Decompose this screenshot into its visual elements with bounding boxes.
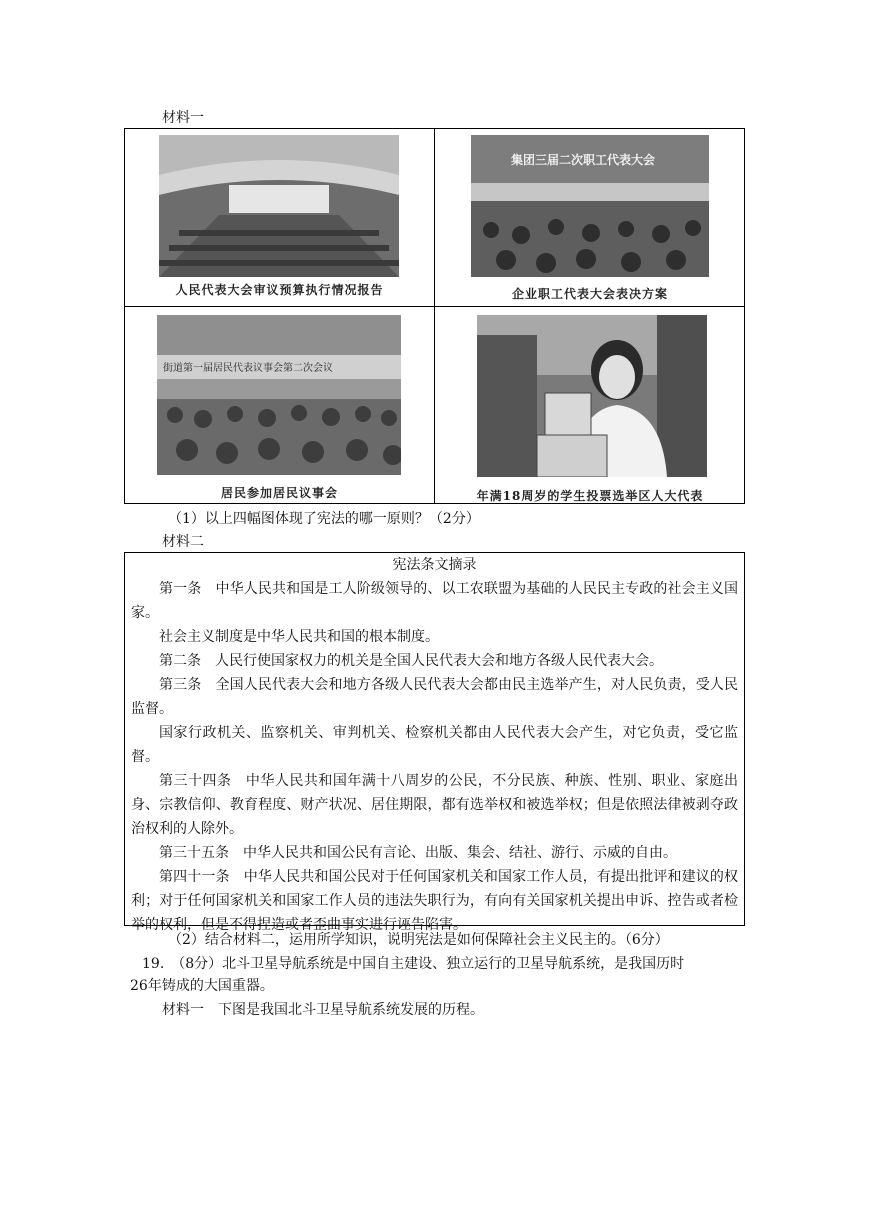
article-41: 第四十一条 中华人民共和国公民对于任何国家机关和国家工作人员，有提出批评和建议的权利；对于任何国家机关和国家工作人员的违法失职行为，有向有关国家机关提出申诉、控告或者检举的权利，但是不得捏造或者歪曲事实进行诬告陷害。 xyxy=(131,869,738,933)
question-1: （1）以上四幅图体现了宪法的哪一原则？（2分） xyxy=(168,511,480,527)
photo-caption-1: 人民代表大会审议预算执行情况报告 xyxy=(175,283,384,297)
article-34: 第三十四条 中华人民共和国年满十八周岁的公民，不分民族、种族、性别、职业、家庭出身、宗教信仰、教育程度、财产状况、居住期限，都有选举权和被选举权；但是依照法律被剥夺政治权利的人除外。 xyxy=(131,773,738,837)
excerpt-title: 宪法条文摘录 xyxy=(392,557,477,573)
question-19-line-2: 26年铸成的大国重器。 xyxy=(130,978,274,994)
photo-caption-3: 居民参加居民议事会 xyxy=(220,486,338,500)
photo-npc-meeting xyxy=(159,135,399,277)
photo-banner-3: 街道第一届居民代表议事会第二次会议 xyxy=(163,363,333,374)
photo-workers-congress xyxy=(471,135,709,277)
article-3-para-2: 国家行政机关、监察机关、审判机关、检察机关都由人民代表大会产生，对它负责，受它监督。 xyxy=(131,725,738,765)
photo-residents-council xyxy=(157,315,401,475)
article-1-para-2: 社会主义制度是中华人民共和国的根本制度。 xyxy=(159,629,439,645)
photo-cell-3 xyxy=(125,307,434,504)
constitution-excerpt-box xyxy=(124,552,745,933)
photo-cell-2 xyxy=(435,129,745,306)
article-35: 第三十五条 中华人民共和国公民有言论、出版、集会、结社、游行、示威的自由。 xyxy=(159,845,677,861)
photo-student-voting xyxy=(477,315,707,477)
material-two-label: 材料二 xyxy=(162,534,204,550)
photo-caption-4: 年满18周岁的学生投票选举区人大代表 xyxy=(476,489,704,503)
photo-grid xyxy=(124,128,745,504)
question-19-line-1: 19. （8分）北斗卫星导航系统是中国自主建设、独立运行的卫星导航系统，是我国历时 xyxy=(142,956,685,972)
article-3: 第三条 全国人民代表大会和地方各级人民代表大会都由民主选举产生，对人民负责，受人民监督。 xyxy=(131,677,738,717)
photo-cell-1 xyxy=(125,129,434,306)
question-2: （2）结合材料二，运用所学知识，说明宪法是如何保障社会主义民主的。（6分） xyxy=(168,932,669,948)
photo-banner-2: 集团三届二次职工代表大会 xyxy=(511,153,656,167)
beidou-material-one: 材料一 下图是我国北斗卫星导航系统发展的历程。 xyxy=(162,1002,484,1018)
article-1: 第一条 中华人民共和国是工人阶级领导的、以工农联盟为基础的人民民主专政的社会主义国家。 xyxy=(131,581,738,621)
article-2: 第二条 人民行使国家权力的机关是全国人民代表大会和地方各级人民代表大会。 xyxy=(159,653,663,669)
photo-cell-4 xyxy=(435,307,745,504)
photo-caption-2: 企业职工代表大会表决方案 xyxy=(511,287,668,301)
material-one-label: 材料一 xyxy=(162,110,204,126)
